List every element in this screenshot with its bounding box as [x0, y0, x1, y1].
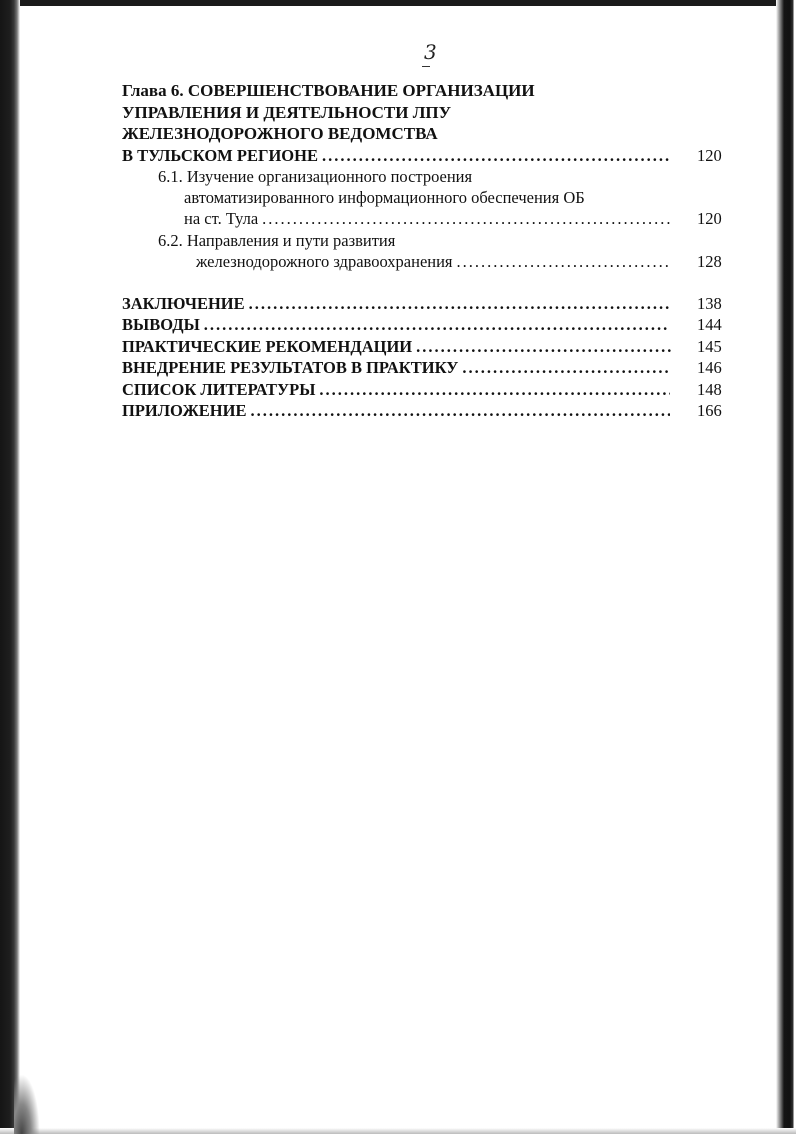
toc-entry	[122, 293, 674, 314]
dot-leader	[249, 293, 670, 314]
chapter-title-last-line	[122, 145, 674, 166]
toc-entry-title: ВНЕДРЕНИЕ РЕЗУЛЬТАТОВ В ПРАКТИКУ	[122, 358, 459, 377]
dot-leader	[250, 400, 670, 421]
toc-entry	[122, 336, 676, 357]
toc-entry-title: ПРАКТИЧЕСКИЕ РЕКОМЕНДАЦИИ	[122, 337, 413, 356]
section-text: железнодорожного здравоохранения	[196, 252, 453, 271]
toc-entry	[122, 400, 674, 421]
toc-entry-title: ПРИЛОЖЕНИЕ	[122, 401, 247, 420]
chapter-title-line: ЖЕЛЕЗНОДОРОЖНОГО ВЕДОМСТВА	[122, 124, 438, 143]
section-page-number: 128	[697, 252, 722, 271]
chapter-page-number: 120	[697, 146, 722, 165]
section-line: автоматизированного информационного обеспечения ОБ	[184, 188, 585, 207]
dot-leader	[319, 379, 670, 400]
dot-leader	[462, 357, 670, 378]
toc-entry-page: 144	[697, 315, 722, 334]
toc-entry	[122, 379, 674, 400]
chapter-title-line: Глава 6. СОВЕРШЕНСТВОВАНИЕ ОРГАНИЗАЦИИ	[122, 81, 535, 100]
toc-entry-page: 138	[697, 294, 722, 313]
toc-entry-title: ЗАКЛЮЧЕНИЕ	[122, 294, 245, 313]
toc-entry-page: 145	[697, 337, 722, 356]
dot-leader	[416, 336, 672, 357]
toc-entry-title: СПИСОК ЛИТЕРАТУРЫ	[122, 380, 316, 399]
toc-entry	[122, 314, 674, 335]
toc-entry-page: 146	[697, 358, 722, 377]
section-last-line	[184, 208, 674, 229]
dot-leader	[262, 208, 670, 229]
section-line: 6.2. Направления и пути развития	[158, 231, 396, 250]
dot-leader	[204, 314, 670, 335]
dot-leader	[322, 145, 670, 166]
chapter-title-text: В ТУЛЬСКОМ РЕГИОНЕ	[122, 146, 318, 165]
toc-entry	[122, 357, 674, 378]
section-page-number: 120	[697, 209, 722, 228]
dot-leader	[457, 251, 670, 272]
section-line: 6.1. Изучение организационного построения	[158, 167, 473, 186]
section-last-line	[196, 251, 674, 272]
toc-entry-page: 166	[697, 401, 722, 420]
section-text: на ст. Тула	[184, 209, 259, 228]
toc-entry-page: 148	[697, 380, 722, 399]
toc-entry-title: ВЫВОДЫ	[122, 315, 200, 334]
chapter-title-line: УПРАВЛЕНИЯ И ДЕЯТЕЛЬНОСТИ ЛПУ	[122, 103, 452, 122]
handwritten-page-number: 3	[424, 40, 437, 64]
